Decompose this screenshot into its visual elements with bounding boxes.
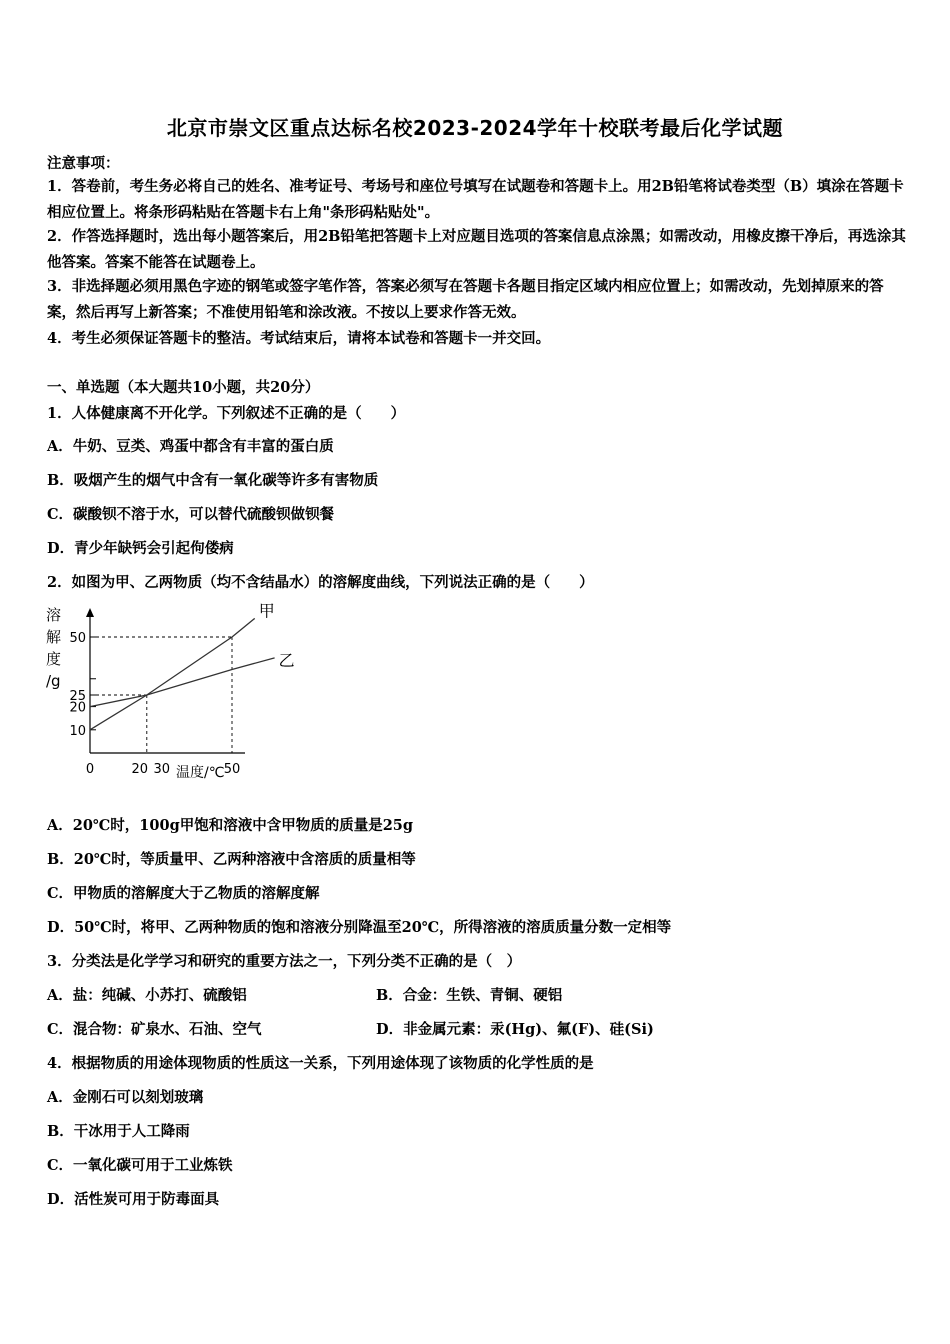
series-label-1: 甲 xyxy=(258,601,275,621)
q2-option-c: C．甲物质的溶解度大于乙物质的溶解度解 xyxy=(47,885,320,902)
x-tick-label: 30 xyxy=(153,762,171,777)
q3-option-b: B．合金：生铁、青铜、硬铝 xyxy=(376,987,563,1004)
y-label-char: 溶 xyxy=(46,606,62,624)
q4-option-d: D．活性炭可用于防毒面具 xyxy=(47,1191,220,1208)
y-axis-label xyxy=(46,606,61,690)
q3-option-c: C．混合物：矿泉水、石油、空气 xyxy=(47,1021,262,1038)
series-group xyxy=(90,601,295,729)
x-tick-label: 20 xyxy=(131,762,149,777)
q2-stem: 2．如图为甲、乙两物质（均不含结晶水）的溶解度曲线，下列说法正确的是（ ） xyxy=(47,574,594,591)
q4-option-b: B．干冰用于人工降雨 xyxy=(47,1123,190,1140)
notice-item-4: 4．考生必须保证答题卡的整洁。考试结束后，请将本试卷和答题卡一并交回。 xyxy=(47,330,551,347)
q3-stem: 3．分类法是化学学习和研究的重要方法之一，下列分类不正确的是（ ） xyxy=(47,953,522,970)
notice-item-1: 1．答卷前，考生务必将自己的姓名、准考证号、考场号和座位号填写在试题卷和答题卡上。用2B铅笔将试卷类型（B）填涂在答题卡相应位置上。将条形码粘贴在答题卡右上角"条形码粘贴处"。 xyxy=(47,178,904,221)
series-label-2: 乙 xyxy=(278,650,295,670)
q1-option-b: B．吸烟产生的烟气中含有一氧化碳等许多有害物质 xyxy=(47,472,379,489)
tick-labels xyxy=(69,631,240,777)
q4-stem: 4．根据物质的用途体现物质的性质这一关系，下列用途体现了该物质的化学性质的是 xyxy=(47,1055,594,1072)
notice-heading: 注意事项： xyxy=(47,155,120,172)
page-title: 北京市崇文区重点达标名校2023-2024学年十校联考最后化学试题 xyxy=(166,116,784,140)
y-label-char: 度 xyxy=(46,650,62,668)
q1-option-d: D．青少年缺钙会引起佝偻病 xyxy=(47,540,234,557)
q3-option-a: A．盐：纯碱、小苏打、硫酸铝 xyxy=(47,987,247,1004)
x-tick-label: 0 xyxy=(85,762,95,777)
notice-item-2: 2．作答选择题时，选出每小题答案后，用2B铅笔把答题卡上对应题目选项的答案信息点涂黑；如需改动，用橡皮擦干净后，再选涂其他答案。答案不能答在试题卷上。 xyxy=(47,228,906,271)
q1-option-c: C．碳酸钡不溶于水，可以替代硫酸钡做钡餐 xyxy=(47,506,335,523)
q1-stem: 1．人体健康离不开化学。下列叙述不正确的是（ ） xyxy=(47,405,406,422)
q4-option-c: C．一氧化碳可用于工业炼铁 xyxy=(47,1157,233,1174)
q2-option-d: D．50℃时，将甲、乙两种物质的饱和溶液分别降温至20℃，所得溶液的溶质质量分数一定相等 xyxy=(47,919,672,936)
q2-option-a: A．20℃时，100g甲饱和溶液中含甲物质的质量是25g xyxy=(47,817,414,834)
y-tick-label: 50 xyxy=(69,631,86,646)
series-line-1 xyxy=(90,618,255,729)
y-axis-arrow xyxy=(86,608,94,617)
q2-option-b: B．20℃时，等质量甲、乙两种溶液中含溶质的质量相等 xyxy=(47,851,416,868)
y-label-char: /g xyxy=(46,672,61,690)
section-heading: 一、单选题（本大题共10小题，共20分） xyxy=(47,379,320,396)
q4-option-a: A．金刚石可以刻划玻璃 xyxy=(47,1089,204,1106)
guide-lines xyxy=(90,637,232,753)
notice-item-3: 3．非选择题必须用黑色字迹的钢笔或签字笔作答，答案必须写在答题卡各题目指定区域内相应位置上；如需改动，先划掉原来的答案，然后再写上新答案；不准使用铅笔和涂改液。不按以上要求作答无效。 xyxy=(47,278,884,321)
y-tick-label: 25 xyxy=(69,689,86,704)
y-label-char: 解 xyxy=(46,628,62,646)
q3-option-d: D．非金属元素：汞(Hg)、氟(F)、硅(Si) xyxy=(376,1021,654,1038)
q1-option-a: A．牛奶、豆类、鸡蛋中都含有丰富的蛋白质 xyxy=(47,438,334,455)
y-tick-label: 20 xyxy=(69,700,86,716)
x-axis-label: 温度/℃ xyxy=(176,765,225,781)
y-tick-label: 10 xyxy=(69,723,86,739)
series-line-2 xyxy=(90,658,275,707)
solubility-chart xyxy=(40,600,295,790)
x-tick-label: 50 xyxy=(223,762,241,777)
